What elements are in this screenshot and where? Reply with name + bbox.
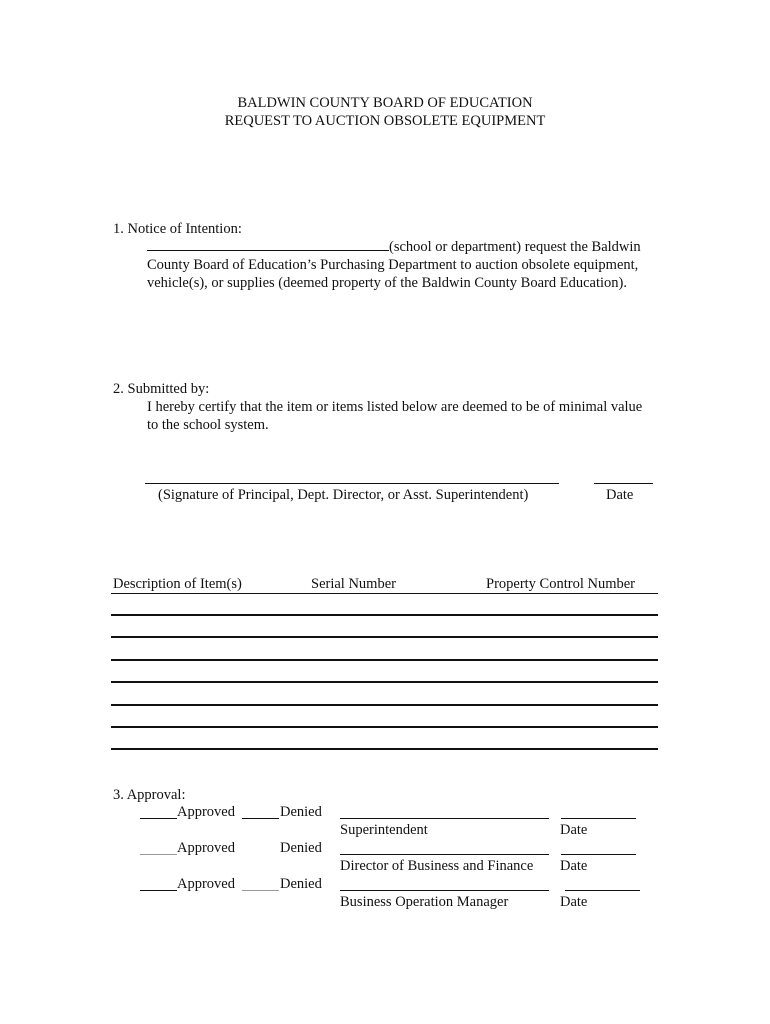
business-manager-label: Business Operation Manager — [340, 894, 509, 910]
table-row-line[interactable] — [111, 704, 658, 706]
superintendent-label: Superintendent — [340, 822, 428, 838]
director-date-line[interactable] — [561, 854, 636, 855]
section2-body: I hereby certify that the item or items listed below are deemed to be of minimal value to the school system. — [147, 399, 643, 433]
approved-checkbox-line[interactable] — [140, 890, 177, 891]
signature-label: (Signature of Principal, Dept. Director, or Asst. Superintendent) — [158, 487, 529, 503]
superintendent-date-line[interactable] — [561, 818, 636, 819]
signature-date-line[interactable] — [594, 483, 653, 484]
school-department-field[interactable] — [147, 237, 389, 251]
table-row-line[interactable] — [111, 636, 658, 638]
approved-label: Approved — [177, 840, 235, 856]
approved-checkbox-line[interactable] — [140, 818, 177, 819]
table-row-line[interactable] — [111, 748, 658, 750]
approved-label: Approved — [177, 876, 235, 892]
form-title-line2: REQUEST TO AUCTION OBSOLETE EQUIPMENT — [224, 113, 546, 129]
column-property-control-number: Property Control Number — [486, 576, 636, 592]
director-date-label: Date — [560, 858, 588, 874]
table-row-line[interactable] — [111, 681, 658, 683]
director-label: Director of Business and Finance — [340, 858, 534, 874]
denied-label: Denied — [280, 840, 322, 856]
denied-checkbox-line[interactable] — [242, 890, 279, 891]
column-serial-number: Serial Number — [311, 576, 396, 592]
section3-heading: 3. Approval: — [113, 787, 186, 803]
business-manager-date-line[interactable] — [565, 890, 640, 891]
superintendent-signature-line[interactable] — [340, 818, 549, 819]
table-row-line[interactable] — [111, 614, 658, 616]
section1-body: (school or department) request the Baldwin County Board of Education’s Purchasing Department to auction obsolete equipment, vehicle(s), or supplies (deemed property of the Baldwin County Board Education). — [147, 239, 641, 291]
denied-checkbox-line[interactable] — [242, 818, 279, 819]
signature-line[interactable] — [145, 483, 559, 484]
table-header-line — [111, 593, 658, 594]
superintendent-date-label: Date — [560, 822, 588, 838]
business-manager-signature-line[interactable] — [340, 890, 549, 891]
signature-date-label: Date — [606, 487, 634, 503]
section1-heading: 1. Notice of Intention: — [113, 221, 242, 237]
business-manager-date-label: Date — [560, 894, 588, 910]
section2-heading: 2. Submitted by: — [113, 381, 210, 397]
approved-checkbox-line[interactable] — [140, 854, 177, 855]
denied-label: Denied — [280, 804, 322, 820]
table-row-line[interactable] — [111, 726, 658, 728]
table-row-line[interactable] — [111, 659, 658, 661]
denied-label: Denied — [280, 876, 322, 892]
form-title-line1: BALDWIN COUNTY BOARD OF EDUCATION — [237, 95, 533, 111]
director-signature-line[interactable] — [340, 854, 549, 855]
column-description: Description of Item(s) — [113, 576, 242, 592]
approved-label: Approved — [177, 804, 235, 820]
